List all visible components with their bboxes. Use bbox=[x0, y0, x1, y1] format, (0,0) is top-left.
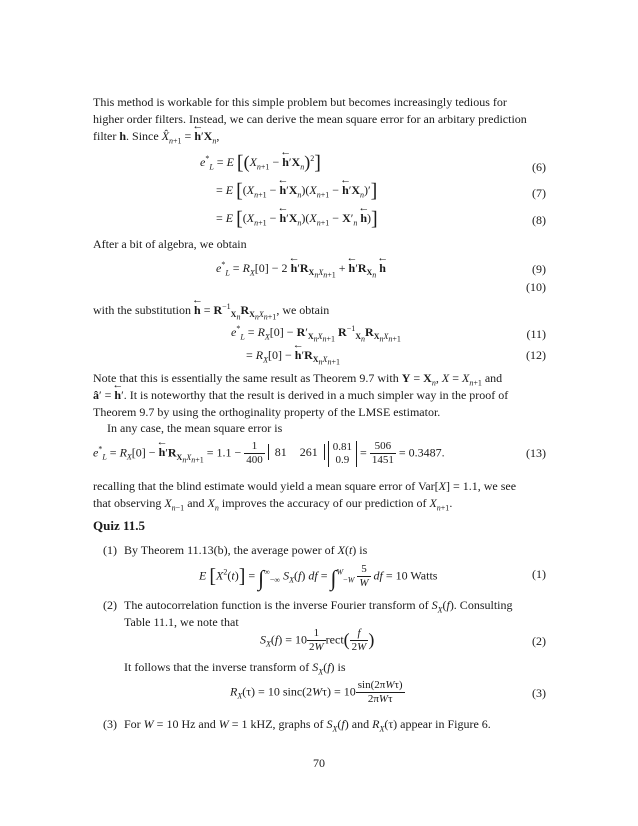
quiz-item-2-text-line2: Table 11.1, we note that bbox=[124, 615, 239, 629]
equation-6-number: (6) bbox=[532, 160, 546, 174]
equation-12-number: (12) bbox=[526, 348, 546, 362]
equation-13-number: (13) bbox=[526, 446, 546, 460]
intro-line-3: filter h. Since $X̂_{n+1}$ = ← $h'X_n$, bbox=[93, 128, 219, 144]
quiz-equation-1: E $[X^2(t)] = \int^\infty_{-\infty}$ $S_X(f)$ df = ∫$^W_{-W}$ $\frac{5}{W}$ df = 10 Watts bbox=[199, 563, 438, 591]
quiz-equation-3-number: (3) bbox=[532, 686, 546, 700]
quiz-item-1-label: (1) bbox=[103, 543, 117, 557]
any-case-text: In any case, the mean square error is bbox=[107, 421, 283, 435]
intro-line-1: This method is workable for this simple problem but becomes increasingly tedious for bbox=[93, 95, 507, 109]
substitution-text: with the substitution ← $h = R^{-1}_{X_n}R_{X_nX_{n+1}}$, we obtain bbox=[93, 302, 329, 318]
equation-11: $e^*_L = R_X[0] - R'_{X_nX_{n+1}}$ $R^{-1}_{X_n}R_{X_nX_{n+1}}$ bbox=[231, 324, 401, 344]
quiz-equation-1-number: (1) bbox=[532, 567, 546, 581]
after-algebra-text: After a bit of algebra, we obtain bbox=[93, 237, 247, 251]
equation-8: = E [($X_{n+1}$ − ← $h'X_n)(X_{n+1} - X'_n$ ← h)] bbox=[216, 210, 378, 227]
equation-7: = E [($X_{n+1}$ − ← $h'X_n)(X_{n+1}$ − ← $h'X_n)'$] bbox=[216, 182, 377, 199]
equation-9-number: (9) bbox=[532, 262, 546, 276]
intro-line-2: higher order filters. Instead, we can derive the mean square error for an arbitary prediction bbox=[93, 112, 527, 126]
quiz-item-2-label: (2) bbox=[103, 598, 117, 612]
quiz-equation-2: $S_X(f) = 10$ $\frac{1}{2W}$ rect( $\frac{f}{2W}$ ) bbox=[260, 627, 375, 653]
equation-9: $e^*_L = R_X[0] - 2$ ← $h'R_{X_nX_{n+1}}$ + ← $h'R_{X_n}$ ← h bbox=[216, 260, 386, 276]
recall-line-2: that observing $X_{n-1}$ and $X_n$ improves the accuracy of our prediction of $X_{n+1}$. bbox=[93, 496, 453, 513]
equation-13: $e^*_L = R_X[0]$ − ← $h'R_{X_nX_{n+1}} = 1.1$ − $\frac{1}{400}$ 81 261 0.81 0.9 = $\frac{506}{1451}$ = 0.3487. bbox=[93, 440, 445, 467]
quiz-item-3-text: For W = 10 Hz and W = 1 kHZ, graphs of $S_X(f)$ and $R_X(\tau)$ appear in Figure 6. bbox=[124, 717, 491, 734]
note-line-3: Theorem 9.7 by using the orthoginality property of the LMSE estimator. bbox=[93, 405, 441, 419]
note-line-1: Note that this is essentially the same result as Theorem 9.7 with $Y = X_n$, $X = X_{n+1}$ and bbox=[93, 371, 503, 388]
page-number: 70 bbox=[313, 756, 325, 770]
equation-10-number: (10) bbox=[526, 280, 546, 294]
quiz-item-1-text: By Theorem 11.13(b), the average power of X(t) is bbox=[124, 543, 368, 557]
note-line-2: â′ = ← h′. It is noteworthy that the result is derived in a much simpler way in the proof of bbox=[93, 387, 508, 403]
recall-line-1: recalling that the blind estimate would yield a mean square error of Var[X] = 1.1, we see bbox=[93, 479, 517, 493]
equation-6: $e^*_L = E$ [($X_{n+1}$ − ← $h'X_n)^2$] bbox=[200, 154, 321, 171]
quiz-equation-2-number: (2) bbox=[532, 634, 546, 648]
quiz-title: Quiz 11.5 bbox=[93, 518, 146, 533]
quiz-item-3-label: (3) bbox=[103, 717, 117, 731]
equation-8-number: (8) bbox=[532, 213, 546, 227]
equation-11-number: (11) bbox=[526, 327, 546, 341]
quiz-item-2-text: The autocorrelation function is the inverse Fourier transform of $S_X(f)$. Consulting bbox=[124, 598, 513, 615]
quiz-equation-3: $R_X(\tau) = 10$ sinc(2Wτ) = 10 $\frac{\text{sin(2πWτ)}}{\text{2πWτ}}$ bbox=[230, 679, 403, 705]
quiz-item-2-follow: It follows that the inverse transform of $S_X(f)$ is bbox=[124, 660, 346, 677]
equation-12: = $R_X[0]$ − ← $h'R_{X_nX_{n+1}}$ bbox=[246, 347, 340, 363]
equation-7-number: (7) bbox=[532, 186, 546, 200]
